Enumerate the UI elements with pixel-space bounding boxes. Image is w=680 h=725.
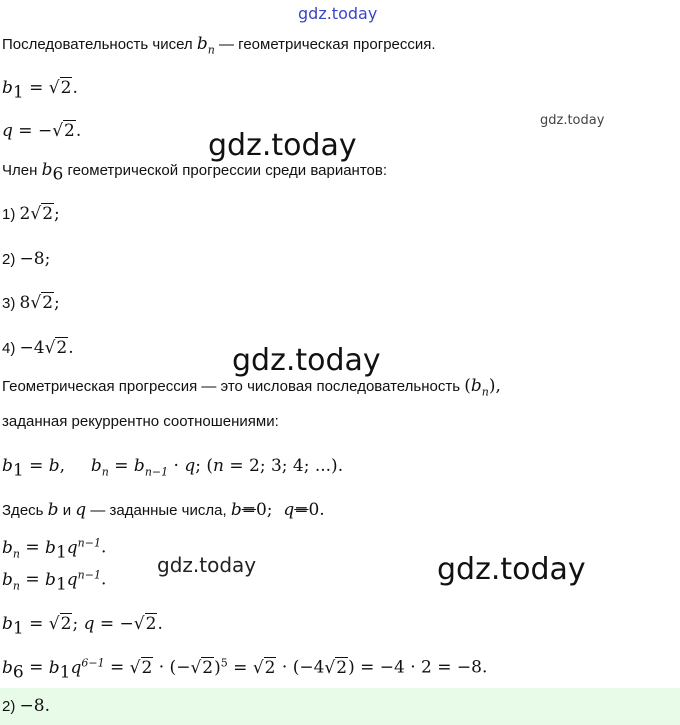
calculation-line: $b_6 = b_1q^{6-1} = √2 \cdot (-√2)^5 = √2 \cdot (-4√2) = -4 \cdot 2 = -8$. — [2, 656, 488, 683]
member-text-2: геометрической прогрессии среди вариантов: — [67, 162, 388, 179]
option-1: 1) 2√2; — [2, 204, 60, 224]
answer-line: 2) −8. — [2, 696, 50, 716]
b-n-symbol: $b_n$ — [196, 34, 215, 57]
b1-given: $b_1 = √2$. — [2, 78, 78, 103]
option-4: 4) −4√2. — [2, 338, 74, 358]
intro-line — [2, 34, 436, 56]
here-line: Здесь b и q — заданные числа, b=0; q=0. — [2, 500, 325, 520]
values-line: $b_1 = √2$; q = −√2. — [2, 614, 163, 639]
watermark-small: gdz.today — [540, 113, 605, 128]
definition-line-2: заданная рекуррентно соотношениями: — [2, 413, 279, 430]
definition-line-1: Геометрическая прогрессия — это числовая последовательность $(b_n)$, — [2, 376, 501, 399]
watermark-medium: gdz.today — [157, 553, 257, 577]
member-line: Член $b_6$ геометрической прогрессии среди вариантов: — [2, 160, 388, 185]
watermark-big-1: gdz.today — [208, 128, 357, 163]
formula-2: $b_n = b_1q^{n-1}$. — [2, 568, 107, 595]
recurrence: $b_1 = b$, $b_n = b_{n-1} \cdot q$; (n = 2; 3; 4; ...). — [2, 456, 344, 481]
option-2: 2) −8; — [2, 249, 51, 269]
answer-highlight — [0, 688, 680, 725]
intro-text-2: — геометрическая прогрессия. — [219, 36, 436, 53]
q-given: q = −√2. — [2, 121, 82, 141]
watermark-big-2: gdz.today — [232, 343, 381, 378]
member-text-1: Член — [2, 162, 38, 179]
option-3: 3) 8√2; — [2, 293, 60, 313]
watermark-big-3: gdz.today — [437, 552, 586, 587]
intro-text-1: Последовательность чисел — [2, 36, 193, 53]
watermark-top: gdz.today — [298, 4, 378, 23]
formula-1: $b_n = b_1q^{n-1}$. — [2, 536, 107, 563]
